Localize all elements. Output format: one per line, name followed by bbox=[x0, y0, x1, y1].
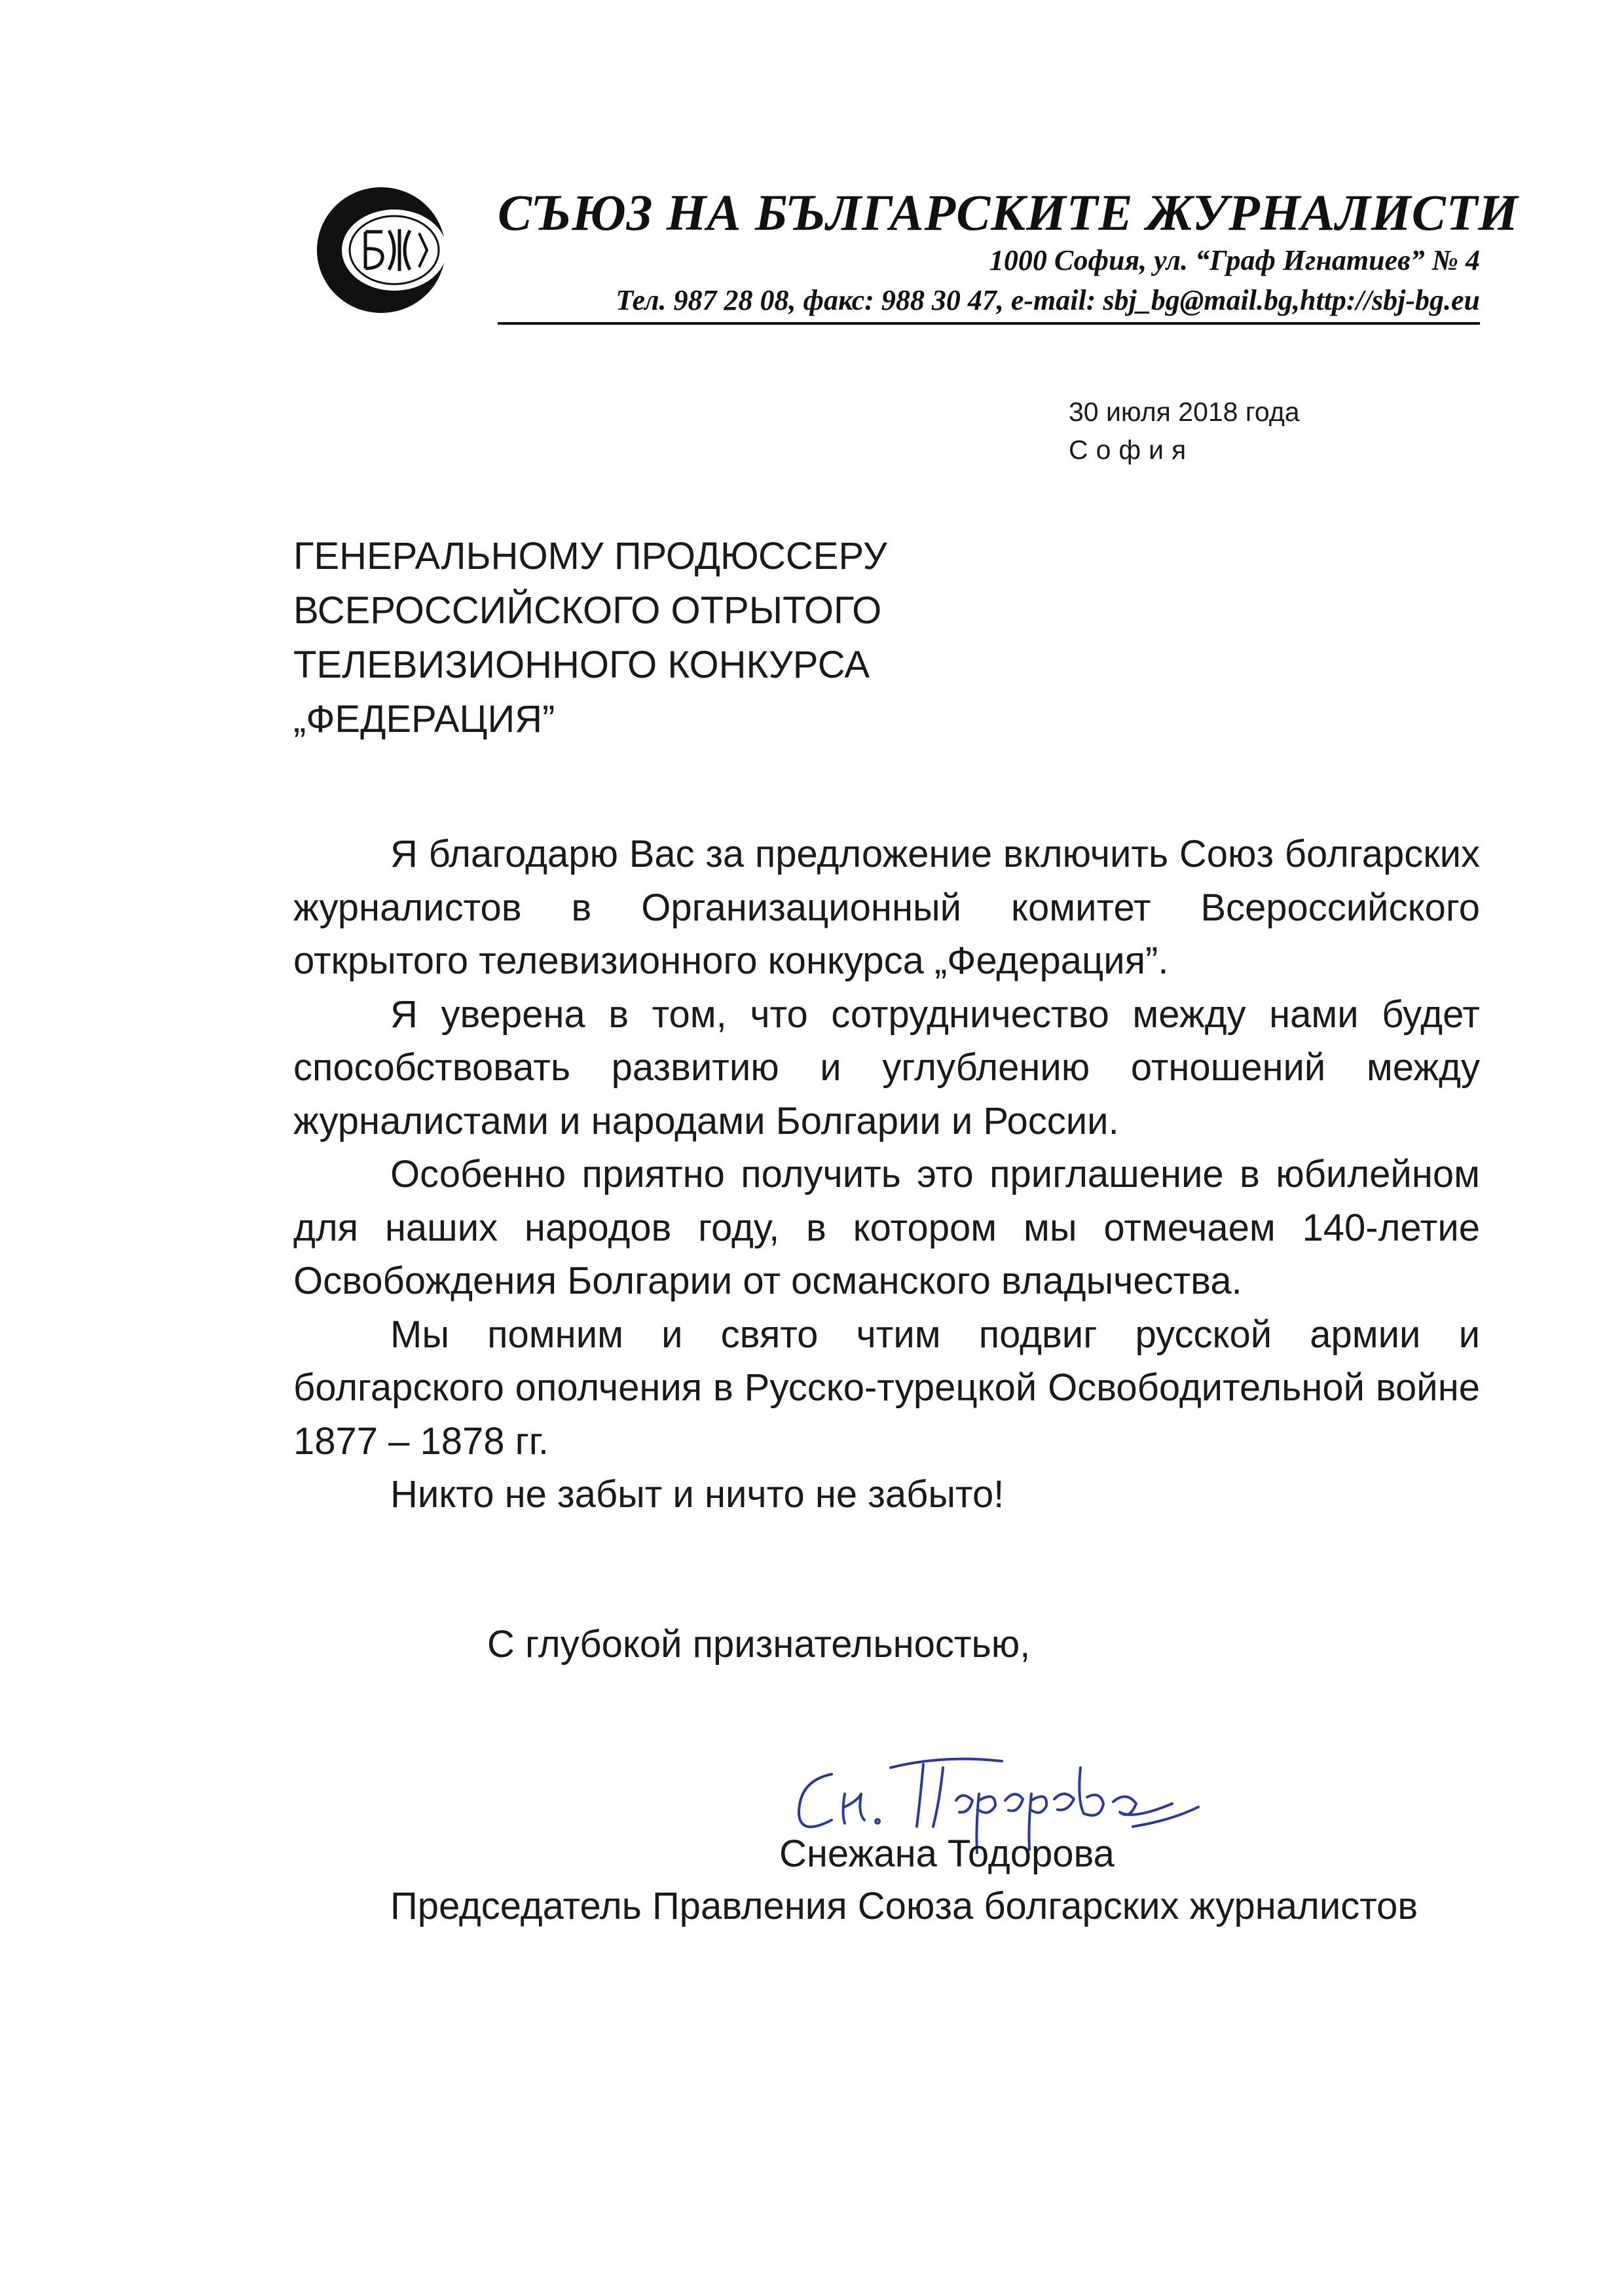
body-paragraph: Никто не забыт и ничто не забыто! bbox=[390, 1473, 1005, 1516]
sbj-logo bbox=[314, 185, 452, 316]
closing-phrase: С глубокой признательностью, bbox=[487, 1623, 1031, 1666]
organization-address: 1000 София, ул. “Граф Игнатиев” № 4 bbox=[989, 244, 1480, 276]
body-paragraph: Особенно приятно получить это приглашение в юбилейном для наших народов году, в котором мы отмечаем 140-летие Освобождения Болгарии от османского владычества. bbox=[293, 1153, 1480, 1302]
organization-contacts: Тел. 987 28 08, факс: 988 30 47, e-mail: sbj_bg@mail.bg,http://sbj-bg.eu bbox=[616, 284, 1480, 316]
addressee-line: ГЕНЕРАЛЬНОМУ ПРОДЮССЕРУ bbox=[293, 535, 887, 577]
body-paragraph: Мы помним и свято чтим подвиг русской армии и болгарского ополчения в Русско-турецкой Освободительной войне 1877 – 1878 гг. bbox=[293, 1313, 1480, 1463]
organization-name: СЪЮЗ НА БЪЛГАРСКИТЕ ЖУРНАЛИСТИ bbox=[498, 184, 1519, 241]
signer-title: Председатель Правления Союза болгарских журналистов bbox=[390, 1885, 1418, 1927]
addressee-line: ТЕЛЕВИЗИОННОГО КОНКУРСА bbox=[293, 644, 870, 686]
letter-place: София bbox=[1069, 435, 1194, 465]
body-paragraph: Я уверена в том, что сотрудничество между нами будет способствовать развитию и углублению отношений между журналистами и народами Болгарии и России. bbox=[293, 993, 1480, 1142]
signer-name: Снежана Тодорова bbox=[779, 1832, 1115, 1875]
addressee-line: ВСЕРОССИЙСКОГО ОТРЫТОГО bbox=[293, 589, 882, 632]
letter-date: 30 июля 2018 года bbox=[1069, 397, 1300, 427]
header-rule bbox=[498, 322, 1480, 325]
body-paragraph: Я благодарю Вас за предложение включить Союз болгарских журналистов в Организационный комитет Всероссийского открытого телевизионного конкурса „Федерация”. bbox=[293, 833, 1480, 982]
addressee-block bbox=[293, 529, 1079, 746]
addressee-line: „ФЕДЕРАЦИЯ” bbox=[293, 698, 555, 740]
letter-body bbox=[293, 828, 1480, 1522]
